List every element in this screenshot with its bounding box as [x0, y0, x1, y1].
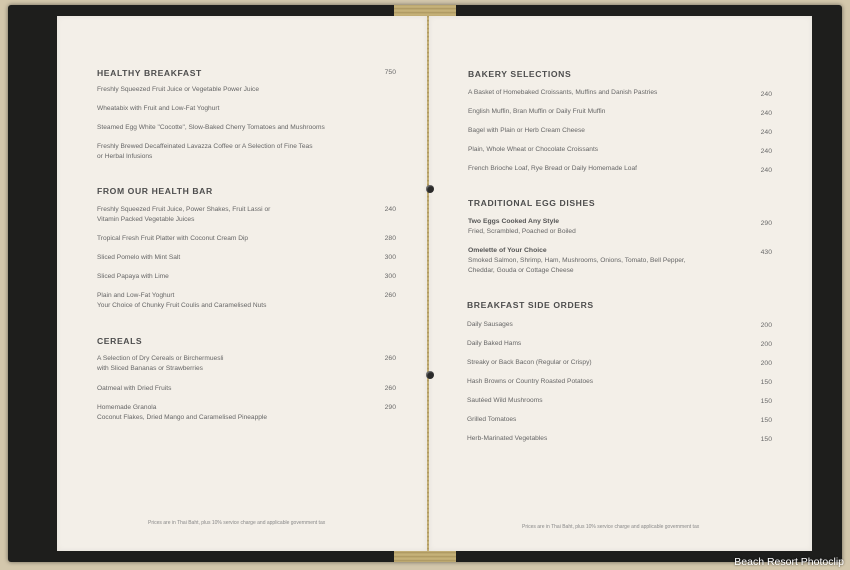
item-price: 200 [760, 360, 772, 367]
item-price: 260 [384, 292, 396, 299]
menu-item: Plain and Low-Fat Yoghurt Your Choice of Chunky Fruit Coulis and Caramelised Nuts [97, 292, 267, 309]
item-price: 300 [384, 273, 396, 280]
section-title-bakery: BAKERY SELECTIONS [468, 69, 572, 79]
menu-item: Hash Browns or Country Roasted Potatoes [467, 378, 594, 385]
menu-item: A Selection of Dry Cereals or Birchermuesli with Sliced Bananas or Strawberries [97, 355, 224, 372]
menu-item: Sliced Pomelo with Mint Salt [97, 254, 181, 261]
menu-item: French Brioche Loaf, Rye Bread or Daily Homemade Loaf [468, 165, 637, 172]
menu-item: Freshly Squeezed Fruit Juice or Vegetable Power Juice [97, 86, 259, 93]
menu-item: Steamed Egg White "Cocotte", Slow-Baked Cherry Tomatoes and Mushrooms [97, 124, 325, 131]
section-title-healthy-breakfast: HEALTHY BREAKFAST [97, 68, 202, 78]
menu-item: English Muffin, Bran Muffin or Daily Fruit Muffin [468, 108, 606, 115]
menu-item: Freshly Brewed Decaffeinated Lavazza Coffee or A Selection of Fine Teas or Herbal Infusions [97, 143, 313, 160]
section-title-egg-dishes: TRADITIONAL EGG DISHES [468, 198, 596, 208]
binder-ring [426, 371, 434, 379]
item-price: 200 [760, 341, 772, 348]
price-footnote: Prices are in Thai Baht, plus 10% service charge and applicable government tax [522, 524, 700, 530]
menu-item: Sautéed Wild Mushrooms [467, 397, 543, 404]
item-price: 290 [760, 220, 772, 227]
item-price: 240 [760, 167, 772, 174]
menu-item: Grilled Tomatoes [467, 416, 517, 423]
item-price: 430 [760, 249, 772, 256]
item-price: 150 [760, 417, 772, 424]
item-price: 240 [760, 148, 772, 155]
binder-ring [426, 185, 434, 193]
menu-item: A Basket of Homebaked Croissants, Muffins and Danish Pastries [468, 89, 658, 96]
item-price: 240 [760, 110, 772, 117]
menu-page-left [57, 16, 427, 551]
menu-item: Tropical Fresh Fruit Platter with Coconut Cream Dip [97, 235, 249, 242]
item-price: 240 [760, 91, 772, 98]
menu-item: Omelette of Your Choice Smoked Salmon, Shrimp, Ham, Mushrooms, Onions, Tomato, Bell Pepper, Cheddar, Gouda or Cottage Cheese [468, 247, 686, 274]
menu-item: Daily Sausages [467, 321, 513, 328]
menu-item: Herb-Marinated Vegetables [467, 435, 548, 442]
menu-item: Homemade Granola Coconut Flakes, Dried Mango and Caramelised Pineapple [97, 404, 268, 421]
menu-item: Plain, Whole Wheat or Chocolate Croissants [468, 146, 599, 153]
item-price: 150 [760, 436, 772, 443]
menu-item: Sliced Papaya with Lime [97, 273, 169, 280]
item-price: 280 [384, 235, 396, 242]
item-price: 240 [384, 206, 396, 213]
menu-item: Oatmeal with Dried Fruits [97, 385, 172, 392]
menu-item: Streaky or Back Bacon (Regular or Crispy) [467, 359, 592, 366]
section-title-health-bar: FROM OUR HEALTH BAR [97, 186, 213, 196]
item-price: 260 [384, 385, 396, 392]
price-footnote: Prices are in Thai Baht, plus 10% service charge and applicable government tax [148, 520, 326, 526]
section-title-side-orders: BREAKFAST SIDE ORDERS [467, 300, 594, 310]
item-price: 290 [384, 404, 396, 411]
item-price: 200 [760, 322, 772, 329]
photo-watermark: Beach Resort Photoclip [734, 556, 844, 568]
menu-item: Wheatabix with Fruit and Low-Fat Yoghurt [97, 105, 220, 112]
item-price: 300 [384, 254, 396, 261]
section-price-healthy-breakfast: 750 [384, 69, 396, 76]
section-title-cereals: CEREALS [97, 336, 143, 346]
item-price: 260 [384, 355, 396, 362]
item-price: 240 [760, 129, 772, 136]
menu-item: Daily Baked Hams [467, 340, 522, 347]
menu-item: Bagel with Plain or Herb Cream Cheese [468, 127, 585, 134]
menu-item: Two Eggs Cooked Any Style Fried, Scrambled, Poached or Boiled [468, 218, 576, 235]
menu-item: Freshly Squeezed Fruit Juice, Power Shakes, Fruit Lassi or Vitamin Packed Vegetable Juices [97, 206, 271, 223]
item-price: 150 [760, 398, 772, 405]
item-price: 150 [760, 379, 772, 386]
